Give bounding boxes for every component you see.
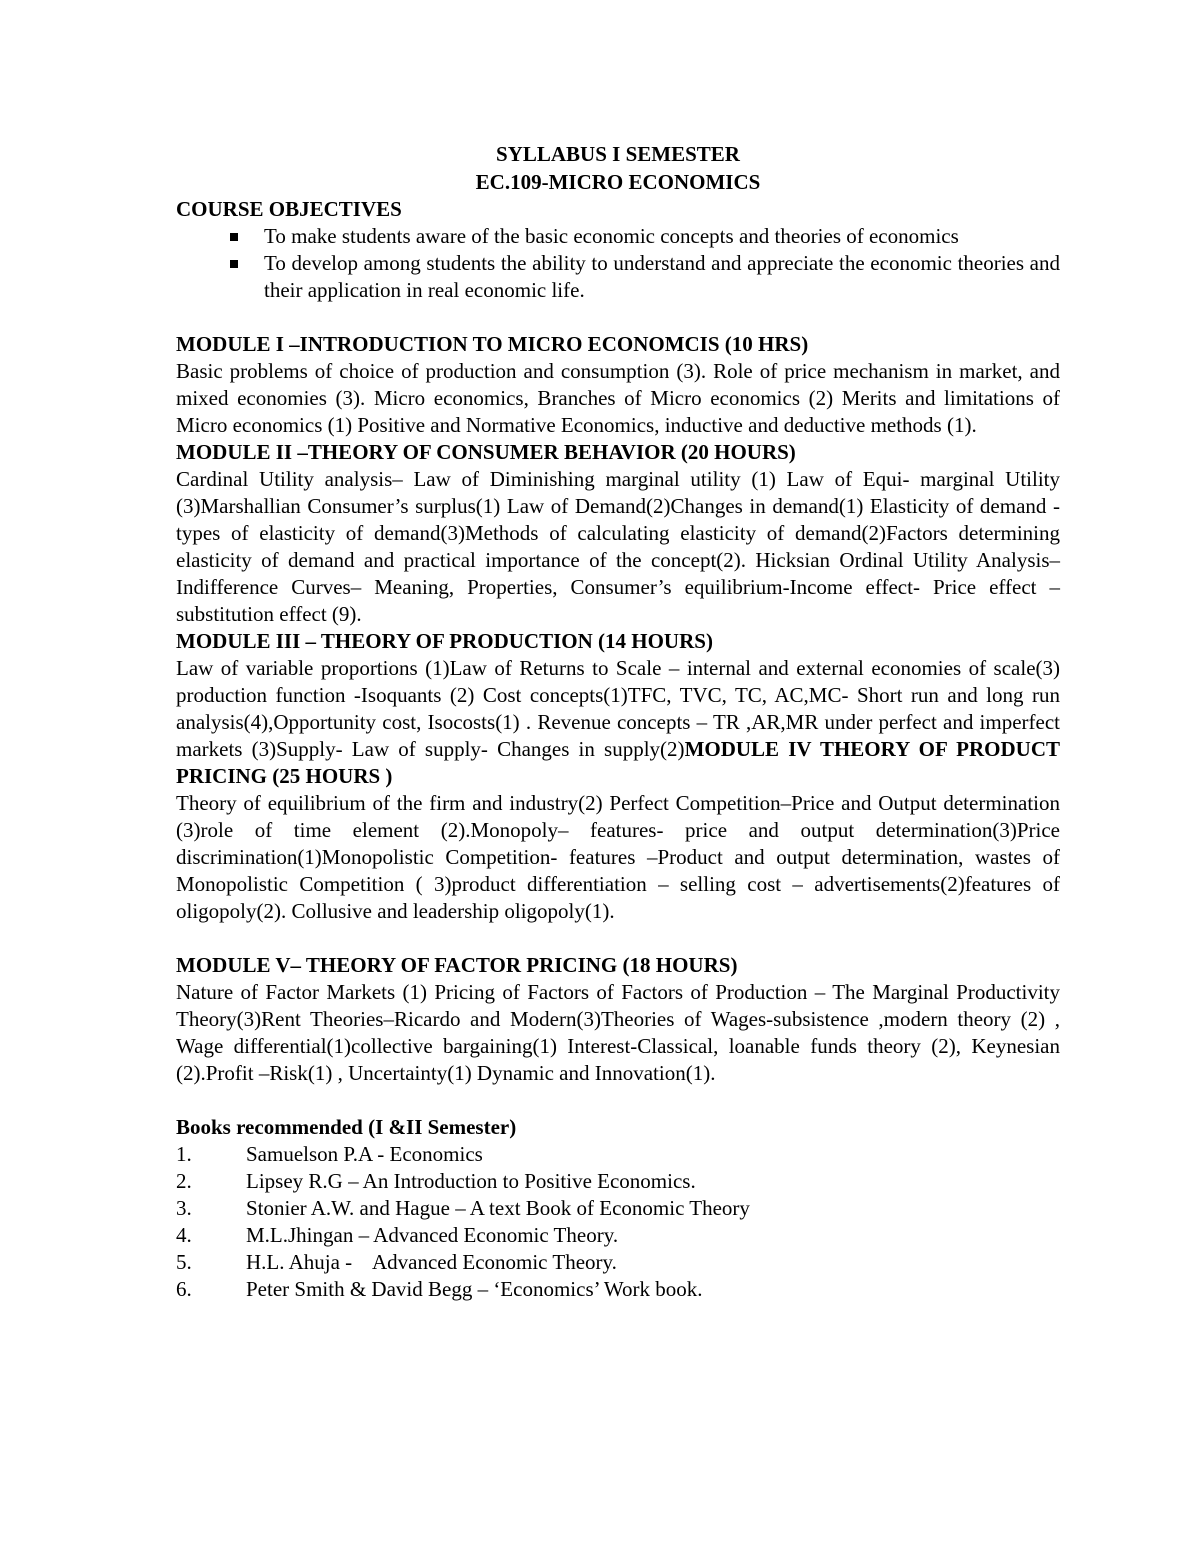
book-number: 1. bbox=[176, 1142, 192, 1166]
book-title: Lipsey R.G – An Introduction to Positive Economics. bbox=[246, 1169, 696, 1193]
module3-text: Law of variable proportions (1)Law of Returns to Scale – internal and external economies of scale(3) production function -Isoquants (2) Cost concepts(1)TFC, TVC, TC, AC,MC- Short run and long run analysis(4),Opportunity cost, Isocosts(1) . Revenue concepts – TR ,AR,MR under perfect and imperfect markets (3)Supply- Law of supply- Changes in supply(2) bbox=[176, 656, 1060, 761]
book-item bbox=[176, 1222, 1060, 1249]
square-bullet-icon bbox=[230, 233, 238, 241]
module1-body: Basic problems of choice of production and consumption (3). Role of price mechanism in market, and mixed economies (3). Micro economics, Branches of Micro economics (2) Merits and limitations of Micro economics (1) Positive and Normative Economics, inductive and deductive methods (1). bbox=[176, 359, 1060, 437]
objective-text: To develop among students the ability to understand and appreciate the economic theories and their application in real economic life. bbox=[264, 251, 1060, 302]
book-title: Stonier A.W. and Hague – A text Book of Economic Theory bbox=[246, 1196, 750, 1220]
book-item bbox=[176, 1168, 1060, 1195]
module5-heading: MODULE V– THEORY OF FACTOR PRICING (18 HOURS) bbox=[176, 953, 738, 977]
book-number: 6. bbox=[176, 1277, 192, 1301]
syllabus-page bbox=[176, 140, 1060, 1303]
module3-body bbox=[176, 655, 1060, 790]
book-number: 4. bbox=[176, 1223, 192, 1247]
book-title: Peter Smith & David Begg – ‘Economics’ Work book. bbox=[246, 1277, 703, 1301]
square-bullet-icon bbox=[230, 260, 238, 268]
book-item bbox=[176, 1195, 1060, 1222]
book-number: 2. bbox=[176, 1169, 192, 1193]
objectives-list bbox=[176, 223, 1060, 304]
book-title: M.L.Jhingan – Advanced Economic Theory. bbox=[246, 1223, 619, 1247]
objective-item bbox=[230, 223, 1060, 250]
document-title: SYLLABUS I SEMESTER bbox=[496, 142, 740, 166]
module2-body: Cardinal Utility analysis– Law of Diminishing marginal utility (1) Law of Equi- marginal Utility (3)Marshallian Consumer’s surplus(1) Law of Demand(2)Changes in demand(1) Elasticity of demand - types of elasticity of demand(3)Methods of calculating elasticity of demand(2)Factors determining elasticity of demand and practical importance of the concept(2). Hicksian Ordinal Utility Analysis–Indifference Curves– Meaning, Properties, Consumer’s equilibrium-Income effect- Price effect –substitution effect (9). bbox=[176, 467, 1060, 626]
books-heading: Books recommended (I &II Semester) bbox=[176, 1115, 517, 1139]
objective-item bbox=[230, 250, 1060, 304]
module3-heading: MODULE III – THEORY OF PRODUCTION (14 HOURS) bbox=[176, 629, 713, 653]
module1-heading: MODULE I –INTRODUCTION TO MICRO ECONOMCIS (10 HRS) bbox=[176, 332, 809, 356]
module5-body: Nature of Factor Markets (1) Pricing of Factors of Factors of Production – The Marginal Productivity Theory(3)Rent Theories–Ricardo and Modern(3)Theories of Wages-subsistence ,modern theory (2) , Wage differential(1)collective bargaining(1) Interest-Classical, loanable funds theory (2), Keynesian (2).Profit –Risk(1) , Uncertainty(1) Dynamic and Innovation(1). bbox=[176, 980, 1060, 1085]
module4-body: Theory of equilibrium of the firm and industry(2) Perfect Competition–Price and Output determination (3)role of time element (2).Monopoly– features- price and output determination(3)Price discrimination(1)Monopolistic Competition- features –Product and output determination, wastes of Monopolistic Competition ( 3)product differentiation – selling cost – advertisements(2)features of oligopoly(2). Collusive and leadership oligopoly(1). bbox=[176, 791, 1060, 923]
book-title: Samuelson P.A - Economics bbox=[246, 1142, 483, 1166]
module2-heading: MODULE II –THEORY OF CONSUMER BEHAVIOR (20 HOURS) bbox=[176, 440, 796, 464]
book-number: 3. bbox=[176, 1196, 192, 1220]
objective-text: To make students aware of the basic economic concepts and theories of economics bbox=[264, 224, 959, 248]
book-item bbox=[176, 1141, 1060, 1168]
book-number: 5. bbox=[176, 1250, 192, 1274]
book-item bbox=[176, 1276, 1060, 1303]
book-title: H.L. Ahuja - Advanced Economic Theory. bbox=[246, 1250, 617, 1274]
course-code-title: EC.109-MICRO ECONOMICS bbox=[475, 170, 761, 194]
module4-heading: MODULE IV THEORY OF PRODUCT PRICING (25 HOURS ) bbox=[176, 737, 1060, 788]
books-list bbox=[176, 1141, 1060, 1303]
book-item bbox=[176, 1249, 1060, 1276]
objectives-heading: COURSE OBJECTIVES bbox=[176, 197, 402, 221]
